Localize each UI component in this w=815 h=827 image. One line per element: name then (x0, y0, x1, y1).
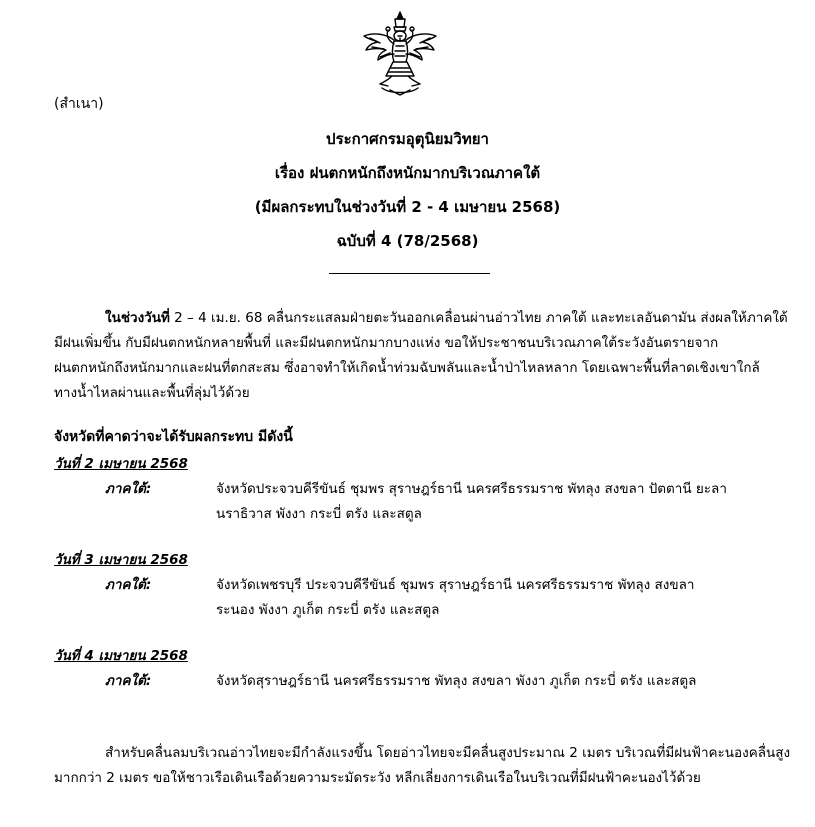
day-2-date: วันที่ 3 เมษายน 2568 (54, 552, 188, 568)
document-subject: เรื่อง ฝนตกหนักถึงหนักมากบริเวณภาคใต้ (274, 164, 541, 182)
copy-label: (สำเนา) (54, 96, 104, 112)
title-divider (329, 273, 490, 274)
intro-line-1-text: 2 – 4 เม.ย. 68 คลื่นกระแสลมฝ่ายตะวันออกเคลื่อนผ่านอ่าวไทย ภาคใต้ และทะเลอันดามัน ส่งผลให้ภาคใต้ (169, 310, 788, 326)
intro-line-1 (105, 306, 788, 328)
document-title: ประกาศกรมอุตุนิยมวิทยา (326, 130, 489, 148)
day-1-date: วันที่ 2 เมษายน 2568 (54, 456, 188, 472)
intro-line-2: มีฝนเพิ่มขึ้น กับมีฝนตกหนักหลายพื้นที่ และมีฝนตกหนักมากบางแห่ง ขอให้ประชาชนบริเวณภาคใต้ระวังอันตรายจาก (54, 335, 719, 351)
intro-lead: ในช่วงวันที่ (105, 310, 170, 326)
effect-period: (มีผลกระทบในช่วงวันที่ 2 - 4 เมษายน 2568) (254, 198, 561, 216)
affected-provinces-title: จังหวัดที่คาดว่าจะได้รับผลกระทบ มีดังนี้ (54, 429, 293, 445)
day-3-region: ภาคใต้: (105, 673, 152, 689)
day-2-provinces-line-2: ระนอง พังงา ภูเก็ต กระบี่ ตรัง และสตูล (216, 602, 440, 618)
day-3-provinces-line-1: จังหวัดสุราษฎร์ธานี นครศรีธรรมราช พัทลุง สงขลา พังงา ภูเก็ต กระบี่ ตรัง และสตูล (216, 673, 697, 689)
day-2-region: ภาคใต้: (105, 577, 152, 593)
issue-number: ฉบับที่ 4 (78/2568) (336, 232, 479, 250)
intro-line-3: ฝนตกหนักถึงหนักมากและฝนที่ตกสะสม ซึ่งอาจทำให้เกิดน้ำท่วมฉับพลันและน้ำป่าไหลหลาก โดยเฉพาะพื้นที่ลาดเชิงเขาใกล้ (54, 360, 760, 376)
intro-line-4: ทางน้ำไหลผ่านและพื้นที่ลุ่มไว้ด้วย (54, 385, 250, 401)
closing-line-1: สำหรับคลื่นลมบริเวณอ่าวไทยจะมีกำลังแรงขึ้น โดยอ่าวไทยจะมีคลื่นสูงประมาณ 2 เมตร บริเวณที่มีฝนฟ้าคะนองคลื่นสูง (105, 745, 791, 761)
day-1-region: ภาคใต้: (105, 481, 152, 497)
day-1-provinces-line-1: จังหวัดประจวบคีรีขันธ์ ชุมพร สุราษฎร์ธานี นครศรีธรรมราช พัทลุง สงขลา ปัตตานี ยะลา (216, 481, 727, 497)
garuda-emblem-icon (360, 10, 440, 96)
day-2-provinces-line-1: จังหวัดเพชรบุรี ประจวบคีรีขันธ์ ชุมพร สุราษฎร์ธานี นครศรีธรรมราช พัทลุง สงขลา (216, 577, 695, 593)
day-1-provinces-line-2: นราธิวาส พังงา กระบี่ ตรัง และสตูล (216, 506, 422, 522)
day-3-date: วันที่ 4 เมษายน 2568 (54, 648, 188, 664)
closing-line-2: มากกว่า 2 เมตร ขอให้ชาวเรือเดินเรือด้วยความระมัดระวัง หลีกเลี่ยงการเดินเรือในบริเวณที่มีฝนฟ้าคะนองไว้ด้วย (54, 770, 701, 786)
